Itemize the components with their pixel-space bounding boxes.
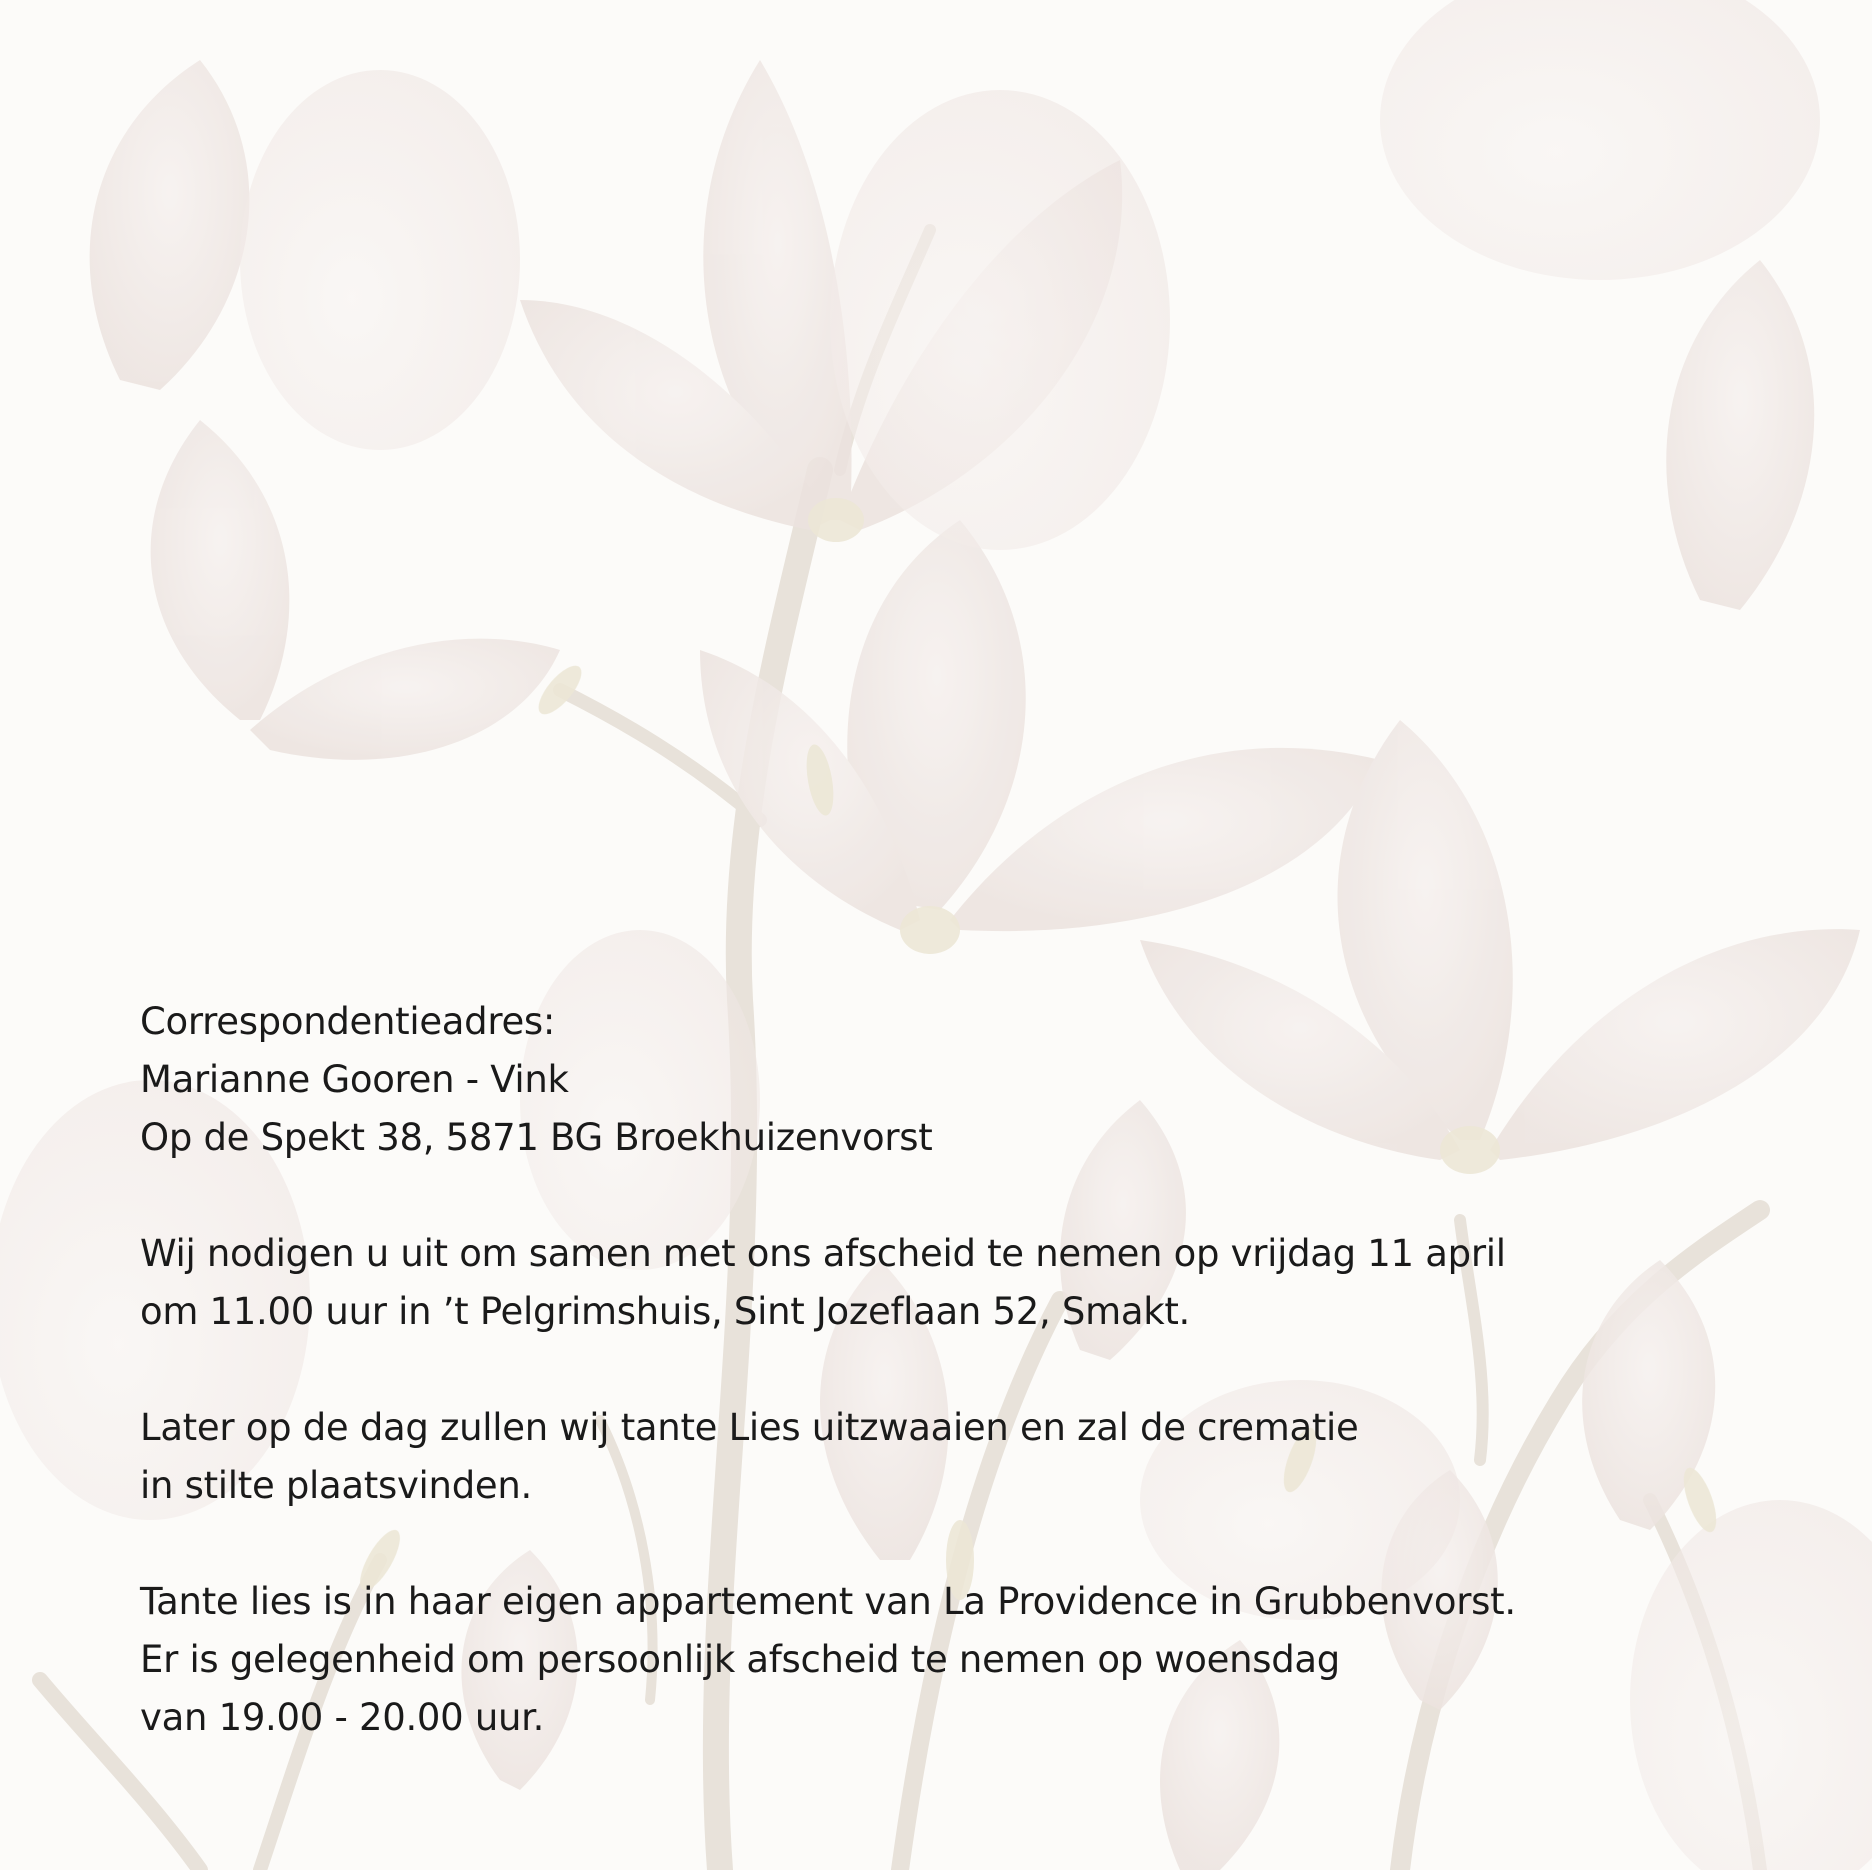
viewing-line: van 19.00 - 20.00 uur. (140, 1696, 545, 1739)
cremation-line: Later op de dag zullen wij tante Lies uitzwaaien en zal de crematie (140, 1406, 1359, 1449)
invitation-section (140, 1225, 1760, 1341)
card-text (140, 993, 1760, 1747)
correspondence-label: Correspondentieadres: (140, 1000, 556, 1043)
invitation-line: om 11.00 uur in ’t Pelgrimshuis, Sint Jozeflaan 52, Smakt. (140, 1290, 1191, 1333)
correspondence-section (140, 993, 1760, 1167)
viewing-line: Tante lies is in haar eigen appartement van La Providence in Grubbenvorst. (140, 1580, 1516, 1623)
invitation-line: Wij nodigen u uit om samen met ons afscheid te nemen op vrijdag 11 april (140, 1232, 1506, 1275)
correspondence-address: Op de Spekt 38, 5871 BG Broekhuizenvorst (140, 1116, 933, 1159)
correspondence-name: Marianne Gooren - Vink (140, 1058, 569, 1101)
viewing-section (140, 1573, 1760, 1747)
viewing-line: Er is gelegenheid om persoonlijk afscheid te nemen op woensdag (140, 1638, 1340, 1681)
cremation-line: in stilte plaatsvinden. (140, 1464, 532, 1507)
cremation-section (140, 1399, 1760, 1515)
